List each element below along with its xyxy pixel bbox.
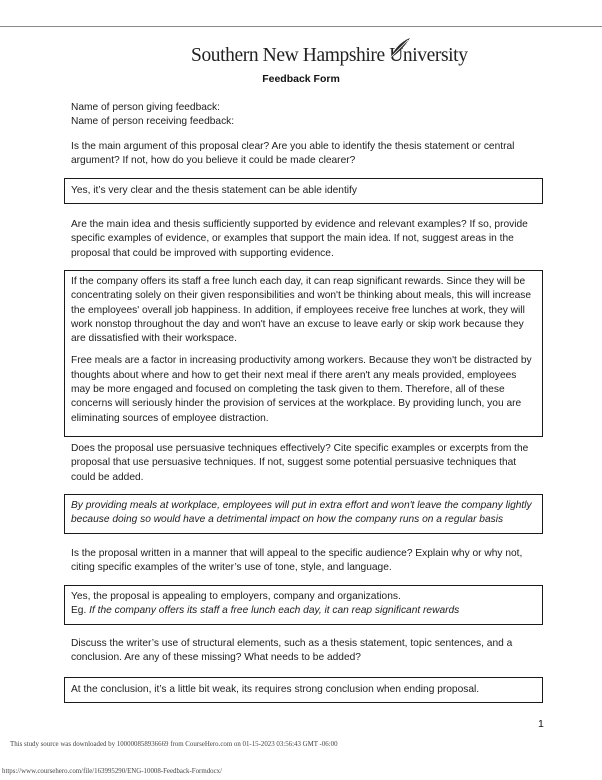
answer-3-text: By providing meals at workplace, employees will put in extra effort and won't leave the company lightly because doing so would have a detrimental impact on how the company runs on a regular basis — [71, 500, 532, 526]
answer-4-example — [71, 604, 536, 618]
answer-box-1 — [64, 178, 543, 204]
answer-4-line-1: Yes, the proposal is appealing to employers, company and organizations. — [71, 591, 401, 602]
logo-wordmark: Southern New Hampshire University — [191, 45, 468, 66]
answer-box-5 — [64, 677, 543, 703]
question-2: Are the main idea and thesis sufficiently supported by evidence and relevant examples? If so, provide specific examples of evidence, or examples that support the main idea. If not, suggest areas in the proposal that could be improved with supporting evidence. — [71, 219, 528, 259]
source-url: https://www.coursehero.com/file/163995290/ENG-10008-Feedback-Formdocx/ — [2, 768, 223, 775]
question-3: Does the proposal use persuasive techniques effectively? Cite specific examples or excerpts from the proposal that use persuasive techniques. If not, suggest some potential persuasive techniques that could be added. — [71, 443, 529, 483]
receiver-name-label: Name of person receiving feedback: — [71, 116, 235, 127]
form-title: Feedback Form — [262, 73, 340, 85]
download-source-note: This study source was downloaded by 100000858936669 from CourseHero.com on 01-15-2023 03:56:43 GMT -06:00 — [10, 741, 338, 748]
answer-2-paragraph-2: Free meals are a factor in increasing productivity among workers. Because they won't be distracted by thoughts about where and how to get their next meal if there aren't any meals provided, employees may be more engaged and focused on completing the task given to them. Therefore, all of these concerns will seriously hinder the provision of services at the workplace. By providing lunch, you are eliminating sources of employee distraction. — [71, 355, 532, 424]
leaf-icon — [386, 36, 412, 62]
answer-box-3 — [64, 494, 543, 534]
question-4: Is the proposal written in a manner that will appeal to the specific audience? Explain why or why not, citing specific examples of the writer’s use of tone, style, and language. — [71, 548, 523, 574]
answer-box-2 — [64, 270, 543, 437]
example-quote: If the company offers its staff a free lunch each day, it can reap significant rewards — [89, 605, 460, 617]
answer-2-paragraph-1: If the company offers its staff a free lunch each day, it can reap significant rewards. Since they will be concentrating solely on their given responsibilities and won't be thinking about meals, this will increase the employees' overall job happiness. In addition, if employees receive free lunches at work, they will work nonstop throughout the day and won't have an excuse to leave early or skip work because they are dissatisfied with their workspace. — [71, 276, 532, 345]
giver-name-label: Name of person giving feedback: — [71, 102, 220, 113]
question-1: Is the main argument of this proposal clear? Are you able to identify the thesis statement or central argument? If not, how do you believe it could be made clearer? — [71, 141, 515, 167]
answer-box-4 — [64, 585, 543, 625]
question-5: Discuss the writer’s use of structural elements, such as a thesis statement, topic sentences, and a conclusion. Are any of these missing? What needs to be added? — [71, 638, 513, 664]
example-prefix: Eg. — [71, 605, 90, 617]
university-logo — [191, 44, 468, 68]
page-number: 1 — [538, 718, 544, 730]
answer-1-text: Yes, it’s very clear and the thesis statement can be able identify — [71, 185, 357, 196]
top-divider — [0, 26, 602, 27]
answer-5-text: At the conclusion, it’s a little bit weak, its requires strong conclusion when ending proposal. — [71, 684, 480, 695]
